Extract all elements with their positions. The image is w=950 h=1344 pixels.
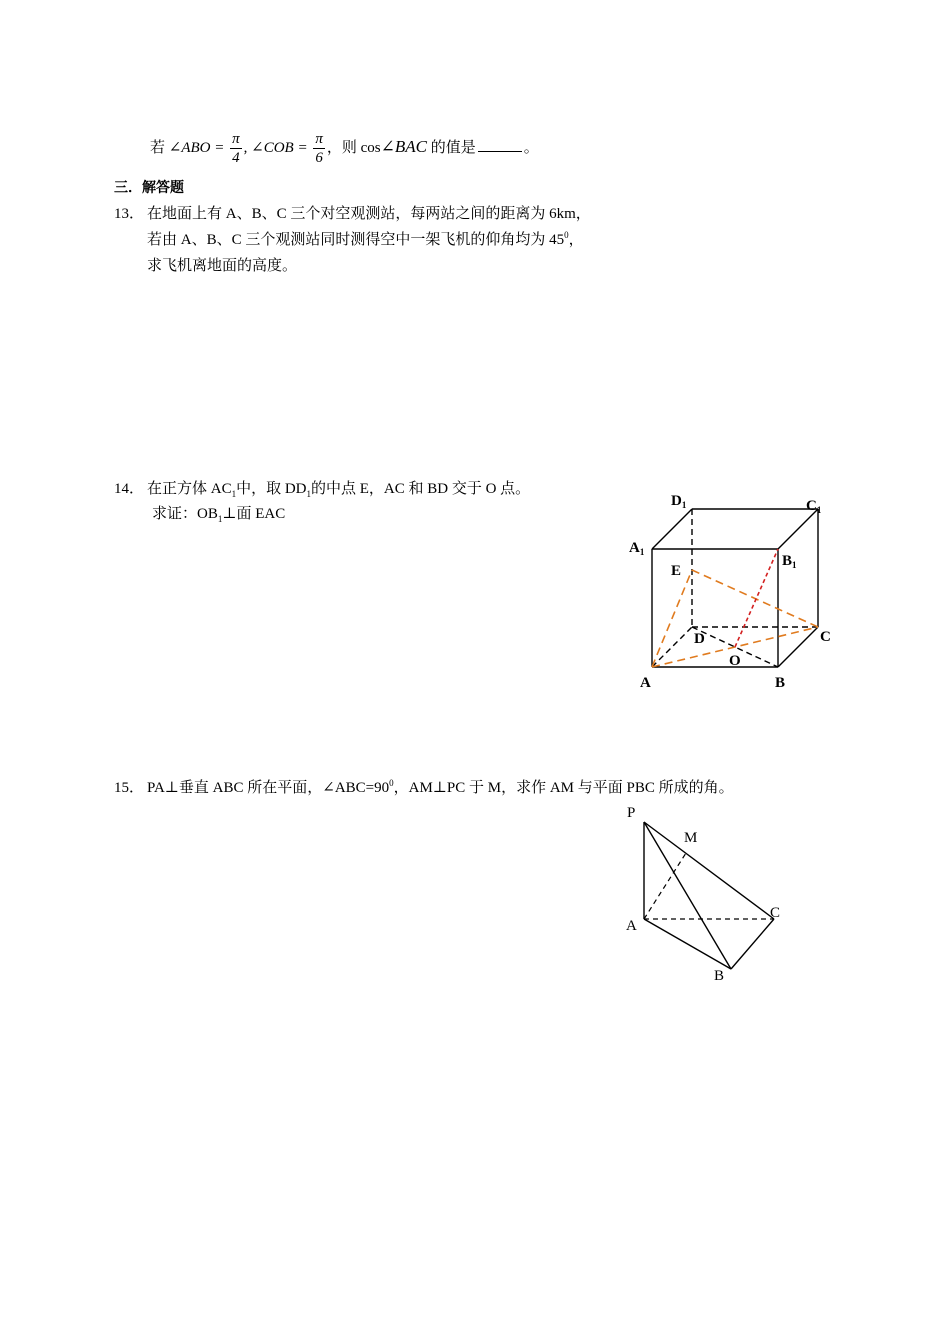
label-C: C bbox=[770, 905, 781, 921]
q13-line2 bbox=[147, 228, 584, 249]
line-O-B1 bbox=[735, 549, 778, 647]
q12-answer-blank bbox=[478, 137, 522, 152]
label-B: B bbox=[775, 675, 786, 691]
label-C: C bbox=[820, 629, 831, 645]
q14-t2: 中，取 DD bbox=[236, 481, 307, 497]
q14-p1: 求证：OB bbox=[152, 506, 218, 522]
q14-ps: 1 bbox=[217, 514, 223, 524]
q14-s1: 1 bbox=[231, 489, 237, 499]
q14-p2: ⊥面 EAC bbox=[222, 506, 286, 522]
cube-figure bbox=[620, 485, 840, 695]
q15-degree: 0 bbox=[389, 778, 394, 788]
q14-s2: 1 bbox=[306, 489, 312, 499]
label-P: P bbox=[627, 805, 636, 821]
edge-A-B bbox=[644, 919, 731, 969]
q12-prefix: 若 bbox=[150, 140, 166, 156]
q12-end: 。 bbox=[523, 140, 539, 156]
pyramid-solid-edges bbox=[644, 822, 774, 969]
q15-t1: PA⊥垂直 ABC 所在平面，∠ABC=90 bbox=[147, 780, 390, 796]
q12-frac2 bbox=[313, 130, 325, 167]
label-C1: $C_1$ bbox=[806, 498, 822, 515]
q13-line3: 求飞机离地面的高度。 bbox=[147, 258, 298, 274]
line-A-E bbox=[652, 570, 692, 667]
q12-suffix: 的值是 bbox=[430, 140, 476, 156]
q12-sep: , bbox=[243, 140, 248, 156]
q12-frac1 bbox=[230, 130, 242, 167]
q12-then: ，则 cos bbox=[326, 140, 381, 156]
line-E-C bbox=[692, 570, 818, 627]
label-A1: $A_1$ bbox=[629, 540, 645, 557]
q15-t2: ，AM⊥PC 于 M，求作 AM 与平面 PBC 所成的角。 bbox=[393, 780, 734, 796]
label-E: E bbox=[671, 563, 682, 579]
q13-line1: 在地面上有 A、B、C 三个对空观测站，每两站之间的距离为 6km， bbox=[147, 206, 591, 222]
section-title: 三．解答题 bbox=[114, 180, 184, 196]
q12-frac2-den: 6 bbox=[315, 150, 323, 167]
q13-line2-text: 若由 A、B、C 三个观测站同时测得空中一架飞机的仰角均为 45 bbox=[147, 232, 565, 248]
label-D1: $D_1$ bbox=[671, 493, 687, 510]
label-M: M bbox=[684, 830, 698, 846]
edge-B-C bbox=[731, 919, 774, 969]
q12-line bbox=[150, 128, 539, 167]
line-A-M bbox=[644, 853, 686, 919]
pyramid-hidden-edges bbox=[644, 853, 774, 919]
cube-hidden-edges bbox=[652, 509, 818, 667]
q15-line1 bbox=[147, 776, 734, 797]
q14-line1 bbox=[147, 477, 530, 499]
label-B: B bbox=[714, 968, 725, 984]
q14-number: 14． bbox=[114, 481, 145, 497]
q12-angle1: ∠ABO = bbox=[168, 140, 225, 156]
q12-frac1-den: 4 bbox=[232, 150, 240, 167]
q12-angle2: ∠COB = bbox=[251, 140, 308, 156]
q14-line2 bbox=[152, 502, 285, 524]
q13-number: 13． bbox=[114, 206, 145, 222]
q13-line2-end: ， bbox=[568, 232, 584, 248]
q15-number: 15． bbox=[114, 780, 145, 796]
q12-frac2-num: π bbox=[315, 131, 323, 148]
label-B1: $B_1$ bbox=[782, 553, 797, 570]
cube-solid-edges bbox=[652, 509, 818, 667]
label-A: A bbox=[626, 918, 637, 934]
label-D: D bbox=[694, 631, 705, 647]
pyramid-figure bbox=[620, 800, 790, 985]
edge-P-C bbox=[644, 822, 774, 919]
edge-A-D bbox=[652, 627, 692, 667]
q14-t1: 在正方体 AC bbox=[147, 481, 232, 497]
q12-frac1-num: π bbox=[232, 131, 240, 148]
edge-B-C bbox=[778, 627, 818, 667]
q14-t3: 的中点 E，AC 和 BD 交于 O 点。 bbox=[311, 481, 531, 497]
q12-angle3: ∠BAC bbox=[380, 137, 427, 156]
label-O: O bbox=[729, 653, 741, 669]
edge-B1-C1 bbox=[778, 509, 818, 549]
label-A: A bbox=[640, 675, 651, 691]
edge-A1-D1 bbox=[652, 509, 692, 549]
q13-degree: 0 bbox=[564, 230, 569, 240]
